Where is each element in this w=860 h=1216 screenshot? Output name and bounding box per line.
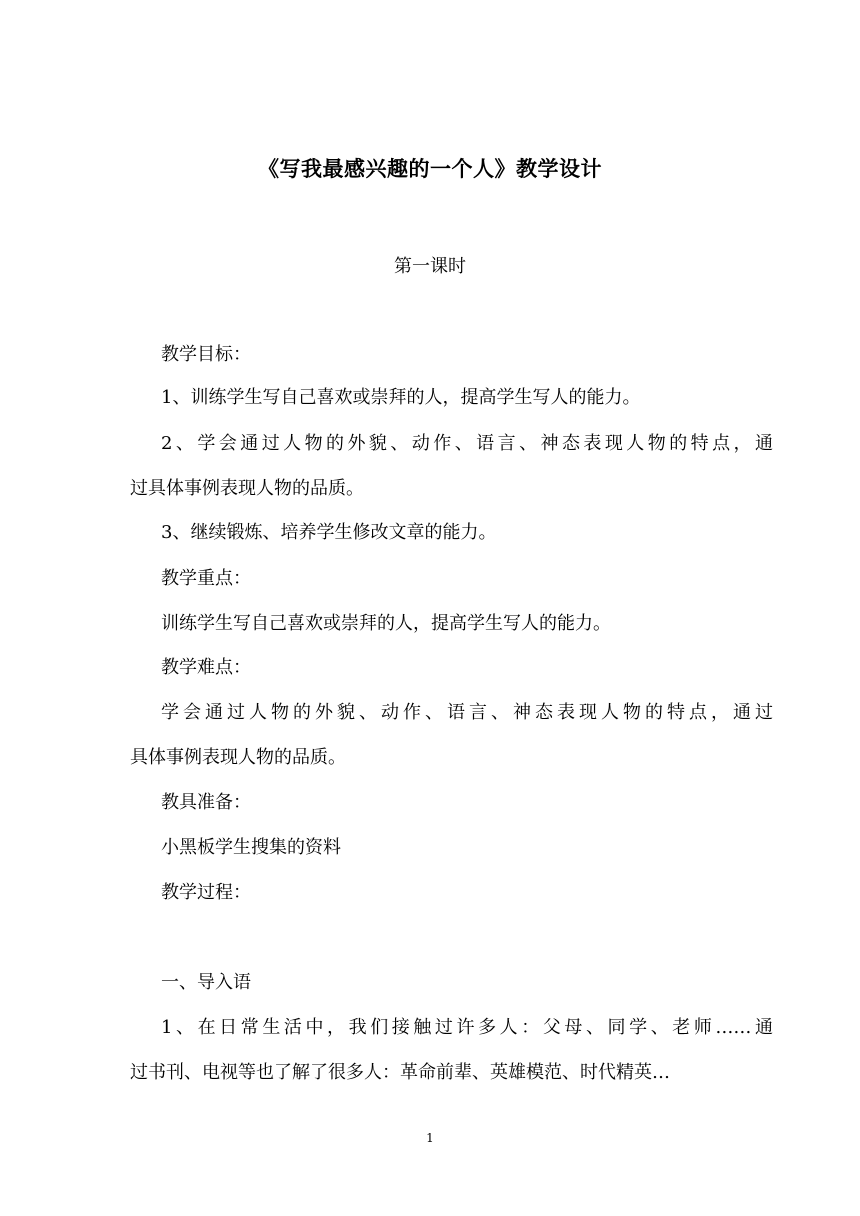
paragraph-line: 教具准备： — [161, 792, 251, 813]
paragraph-line: 教学难点： — [161, 657, 251, 678]
section-heading: 一、导入语 — [161, 972, 251, 993]
paragraph-line: 具体事例表现人物的品质。 — [130, 747, 346, 768]
paragraph-line: 过具体事例表现人物的品质。 — [130, 478, 364, 499]
lesson-subtitle: 第一课时 — [394, 256, 466, 277]
paragraph-line: 学会通过人物的外貌、动作、语言、神态表现人物的特点，通过 — [161, 702, 773, 723]
paragraph-line: 训练学生写自己喜欢或崇拜的人，提高学生写人的能力。 — [161, 613, 611, 634]
paragraph-line: 3、继续锻炼、培养学生修改文章的能力。 — [161, 522, 497, 543]
paragraph-line: 过书刊、电视等也了解了很多人：革命前辈、英雄模范、时代精英… — [130, 1062, 670, 1083]
paragraph-line: 教学目标： — [161, 344, 251, 365]
paragraph-line: 小黑板学生搜集的资料 — [161, 837, 341, 858]
paragraph-line: 1、训练学生写自己喜欢或崇拜的人，提高学生写人的能力。 — [161, 387, 641, 408]
paragraph-line: 教学过程： — [161, 882, 251, 903]
document-title: 《写我最感兴趣的一个人》教学设计 — [258, 156, 602, 181]
paragraph-line: 教学重点： — [161, 568, 251, 589]
page-number: 1 — [426, 1131, 434, 1145]
paragraph-line: 2、学会通过人物的外貌、动作、语言、神态表现人物的特点，通 — [161, 433, 773, 454]
paragraph-line: 1、在日常生活中，我们接触过许多人：父母、同学、老师……通 — [161, 1017, 773, 1038]
